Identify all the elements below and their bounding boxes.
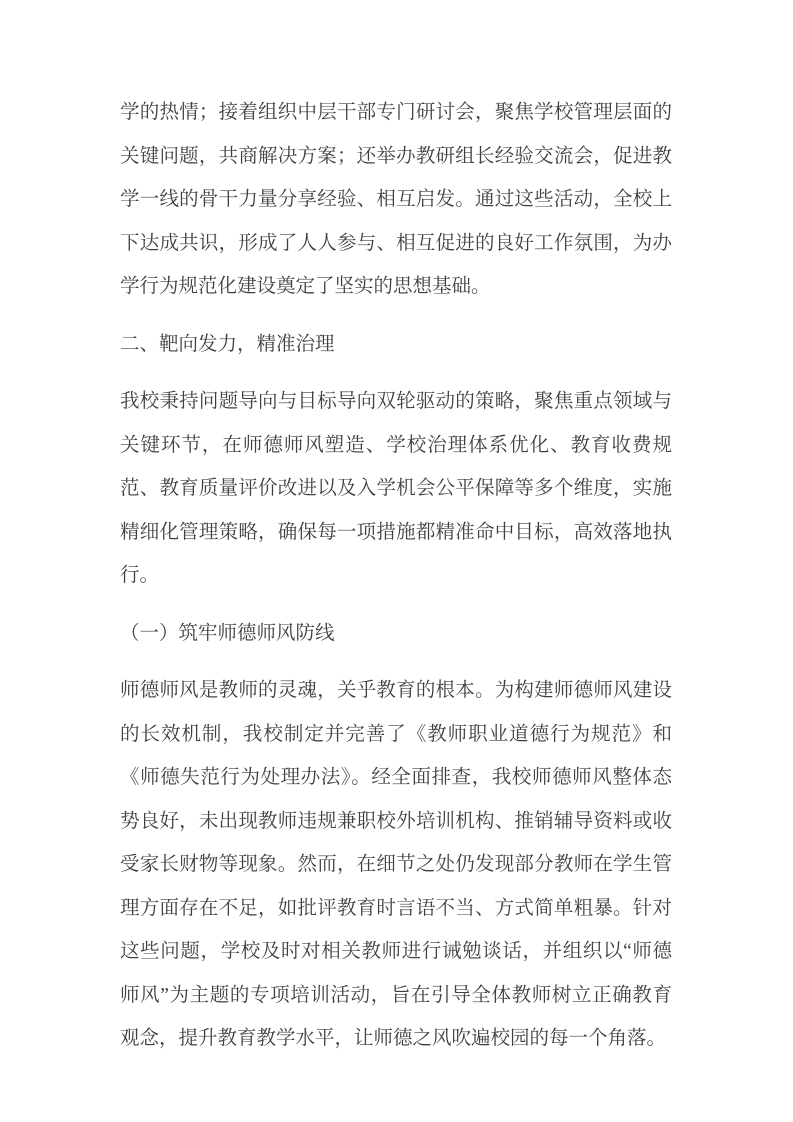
section-intro-paragraph: 我校秉持问题导向与目标导向双轮驱动的策略，聚焦重点领域与关键环节，在师德师风塑造、学校治理体系优化、教育收费规范、教育质量评价改进以及入学机会公平保障等多个维度，实施精细化管理策略，确保每一项措施都精准命中目标，高效落地执行。 [120,391,672,586]
subsection-heading-teacher-ethics: （一）筑牢师德师风防线 [120,622,335,644]
paragraph-continuation: 学的热情；接着组织中层干部专门研讨会，聚焦学校管理层面的关键问题，共商解决方案；还举办教研组长经验交流会，促进教学一线的骨干力量分享经验、相互启发。通过这些活动，全校上下达成共识，形成了人人参与、相互促进的良好工作氛围，为办学行为规范化建设奠定了坚实的思想基础。 [120,102,672,297]
section-heading-targeted-governance: 二、靶向发力，精准治理 [120,333,335,355]
subsection-teacher-ethics-paragraph: 师德师风是教师的灵魂，关乎教育的根本。为构建师德师风建设的长效机制，我校制定并完善了《教师职业道德行为规范》和《师德失范行为处理办法》。经全面排查，我校师德师风整体态势良好，未出现教师违规兼职校外培训机构、推销辅导资料或收受家长财物等现象。然而，在细节之处仍发现部分教师在学生管理方面存在不足，如批评教育时言语不当、方式简单粗暴。针对这些问题，学校及时对相关教师进行诫勉谈话，并组织以“师德师风”为主题的专项培训活动，旨在引导全体教师树立正确教育观念，提升教育教学水平，让师德之风吹遍校园的每一个角落。 [120,680,672,1049]
